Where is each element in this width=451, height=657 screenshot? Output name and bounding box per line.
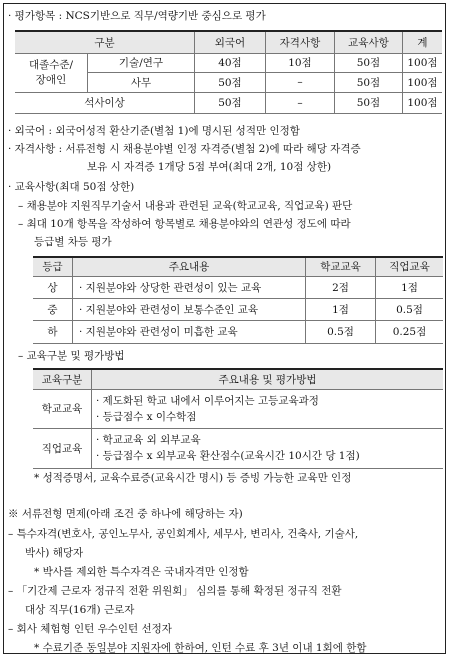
note-edu-b1: – 최대 10개 항목을 작성하여 항목별로 채용분야와의 연관성 정도에 따라 <box>18 218 351 230</box>
header-grade: 등급 <box>33 257 73 276</box>
header-total: 계 <box>402 31 442 53</box>
method-table <box>33 368 443 469</box>
table-cell: – <box>265 72 334 92</box>
grade-table <box>33 256 443 344</box>
header-foreign: 외국어 <box>194 31 265 53</box>
exemption-item1-line1: – 특수자격(변호사, 공인노무사, 공인회계사, 세무사, 변리사, 건축사, 기술사, <box>8 528 359 540</box>
table-cell: 1점 <box>306 298 376 320</box>
table-cell: 석사이상 <box>15 92 194 113</box>
exemption-item1-line2: 박사) 해당자 <box>25 547 84 559</box>
header-job: 직업교육 <box>376 257 444 276</box>
table-cell: 100점 <box>402 53 442 72</box>
table-cell: 50점 <box>194 72 265 92</box>
exemption-item2-line2: 대상 직무(16개) 근로자 <box>25 604 135 616</box>
table-cell: 10점 <box>265 53 334 72</box>
table-cell: 하 <box>33 320 73 343</box>
table-cell: · 지원분야와 관련성이 미흡한 교육 <box>73 320 306 343</box>
table-cell: 중 <box>33 298 73 320</box>
note-foreign: · 외국어 : 외국어성적 환산기준(별첨 1)에 명시된 성적만 인정함 <box>8 125 300 137</box>
table-cell: – <box>265 92 334 113</box>
table-cell: 사무 <box>88 72 195 92</box>
group-label: 대졸수준/ 장애인 <box>15 53 88 92</box>
table-cell: 40점 <box>194 53 265 72</box>
exemption-item1-note: * 박사를 제외한 특수자격은 국내자격만 인정함 <box>34 566 249 578</box>
method-heading: – 교육구분 및 평가방법 <box>18 350 125 362</box>
note-edu-b2: 등급별 차등 평가 <box>34 236 112 248</box>
exemption-item3: – 회사 체험형 인턴 우수인턴 선정자 <box>8 623 172 635</box>
exemption-item2-line1: – 「기간제 근로자 정규직 전환 위원회」 심의를 통해 확정된 정규직 전환 <box>8 585 342 597</box>
note-cert-1: · 자격사항 : 서류전형 시 채용분야별 인정 자격증(별첨 2)에 따라 해당 자격증 <box>8 143 361 155</box>
table-cell: 직업교육 <box>33 428 92 468</box>
table-cell: 기술/연구 <box>88 53 195 72</box>
table-cell: 50점 <box>334 92 402 113</box>
header-type: 교육구분 <box>33 369 92 389</box>
header-content: 주요내용 <box>73 257 306 276</box>
header-school: 학교교육 <box>306 257 376 276</box>
table-cell: 100점 <box>402 92 442 113</box>
eval-item-line: · 평가항목 : NCS기반으로 직무/역량기반 중심으로 평가 <box>8 10 266 22</box>
note-cert-2: 보유 시 자격증 1개당 5점 부여(최대 2개, 10점 상한) <box>87 161 332 173</box>
header-cert: 자격사항 <box>265 31 334 53</box>
header-category: 구분 <box>15 31 194 53</box>
table-cell: 50점 <box>334 72 402 92</box>
exemption-item3-note: * 수료기준 동일분야 지원자에 한하여, 인턴 수료 후 3년 이내 1회에 한함 <box>34 642 367 654</box>
table-cell: 0.25점 <box>376 320 444 343</box>
score-table <box>15 30 442 114</box>
table-cell: 상 <box>33 276 73 298</box>
table-cell: 0.5점 <box>376 298 444 320</box>
table-cell: · 지원분야와 관련성이 보통수준인 교육 <box>73 298 306 320</box>
table-cell: · 지원분야와 상당한 관련성이 있는 교육 <box>73 276 306 298</box>
table-cell: 50점 <box>334 53 402 72</box>
table-cell: 1점 <box>376 276 444 298</box>
note-edu-a: – 채용분야 지원직무기술서 내용과 관련된 교육(학교교육, 직업교육) 판단 <box>18 200 353 212</box>
table-cell: 100점 <box>402 72 442 92</box>
header-edu: 교육사항 <box>334 31 402 53</box>
header-method: 주요내용 및 평가방법 <box>92 369 444 389</box>
table-cell: 50점 <box>194 92 265 113</box>
table-cell: 학교교육 <box>33 389 92 428</box>
proof-note: * 성적증명서, 교육수료증(교육시간 명시) 등 증빙 가능한 교육만 인정 <box>34 472 352 484</box>
table-cell: 2점 <box>306 276 376 298</box>
note-edu: · 교육사항(최대 50점 상한) <box>8 181 135 193</box>
table-cell: 0.5점 <box>306 320 376 343</box>
exemption-title: ※ 서류전형 면제(아래 조건 중 하나에 해당하는 자) <box>8 508 243 520</box>
table-cell: · 제도화된 학교 내에서 이루어지는 고등교육과정 · 등급점수 x 이수학점 <box>92 389 444 428</box>
table-cell: · 학교교육 외 외부교육 · 등급점수 x 외부교육 환산점수(교육시간 10시간 당 1점) <box>92 428 444 468</box>
